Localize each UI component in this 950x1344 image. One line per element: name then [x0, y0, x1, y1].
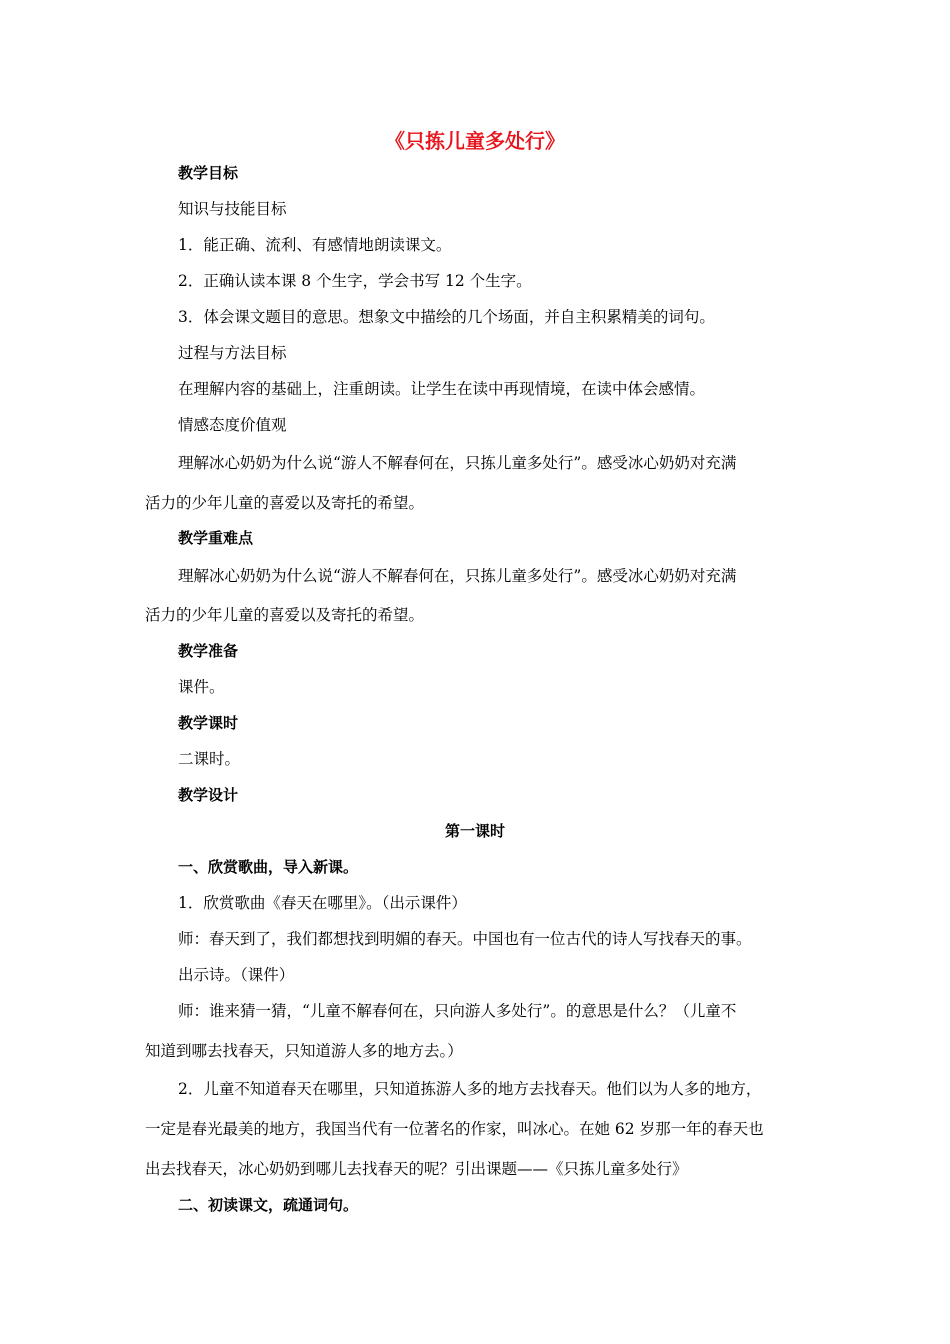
section-heading-design: 教学设计: [178, 786, 239, 804]
part1-teacher-line: 师：春天到了，我们都想找到明媚的春天。中国也有一位古代的诗人写找春天的事。: [178, 930, 752, 948]
part1-question-line-2: 知道到哪去找春天，只知道游人多的地方去。）: [145, 1042, 463, 1060]
section-heading-prep: 教学准备: [178, 642, 239, 660]
part-heading-1: 一、欣赏歌曲，导入新课。: [178, 858, 359, 876]
subheading-knowledge-skill: 知识与技能目标: [178, 200, 287, 218]
part1-item-2-line-3: 出去找春天，冰心奶奶到哪儿去找春天的呢？引出课题——《只拣儿童多处行》: [145, 1160, 688, 1178]
hours-text: 二课时。: [178, 750, 241, 768]
prep-text: 课件。: [178, 678, 225, 696]
objective-item-3: 3．体会课文题目的意思。想象文中描绘的几个场面，并自主积累精美的词句。: [178, 308, 715, 326]
objective-item-2: 2．正确认读本课 8 个生字，学会书写 12 个生字。: [178, 272, 532, 290]
lesson-heading-1: 第一课时: [444, 822, 505, 840]
keypoints-paragraph-line-2: 活力的少年儿童的喜爱以及寄托的希望。: [145, 606, 425, 624]
part1-item-2-line-1: 2．儿童不知道春天在哪里，只知道拣游人多的地方去找春天。他们以为人多的地方，: [178, 1080, 762, 1098]
keypoints-paragraph-line-1: 理解冰心奶奶为什么说“游人不解春何在，只拣儿童多处行”。感受冰心奶奶对充满: [178, 567, 737, 585]
objective-item-1: 1．能正确、流利、有感情地朗读课文。: [178, 236, 452, 254]
subheading-emotion: 情感态度价值观: [178, 416, 287, 434]
subheading-process-method: 过程与方法目标: [178, 344, 287, 362]
emotion-paragraph-line-2: 活力的少年儿童的喜爱以及寄托的希望。: [145, 494, 425, 512]
section-heading-keypoints: 教学重难点: [178, 529, 254, 547]
part1-item-2-line-2: 一定是春光最美的地方，我国当代有一位著名的作家，叫冰心。在她 62 岁那一年的春天也: [145, 1120, 764, 1138]
part1-item-1: 1．欣赏歌曲《春天在哪里》。（出示课件）: [178, 894, 467, 912]
document-title: 《只拣儿童多处行》: [385, 129, 565, 153]
section-heading-objectives: 教学目标: [178, 164, 239, 182]
part-heading-2: 二、初读课文，疏通词句。: [178, 1196, 359, 1214]
emotion-paragraph-line-1: 理解冰心奶奶为什么说“游人不解春何在，只拣儿童多处行”。感受冰心奶奶对充满: [178, 454, 737, 472]
part1-show-poem: 出示诗。（课件）: [178, 966, 295, 984]
process-method-text: 在理解内容的基础上，注重朗读。让学生在读中再现情境，在读中体会感情。: [178, 380, 706, 398]
part1-question-line-1: 师：谁来猜一猜，“儿童不解春何在，只向游人多处行”。的意思是什么？（儿童不: [178, 1002, 737, 1020]
section-heading-hours: 教学课时: [178, 714, 239, 732]
